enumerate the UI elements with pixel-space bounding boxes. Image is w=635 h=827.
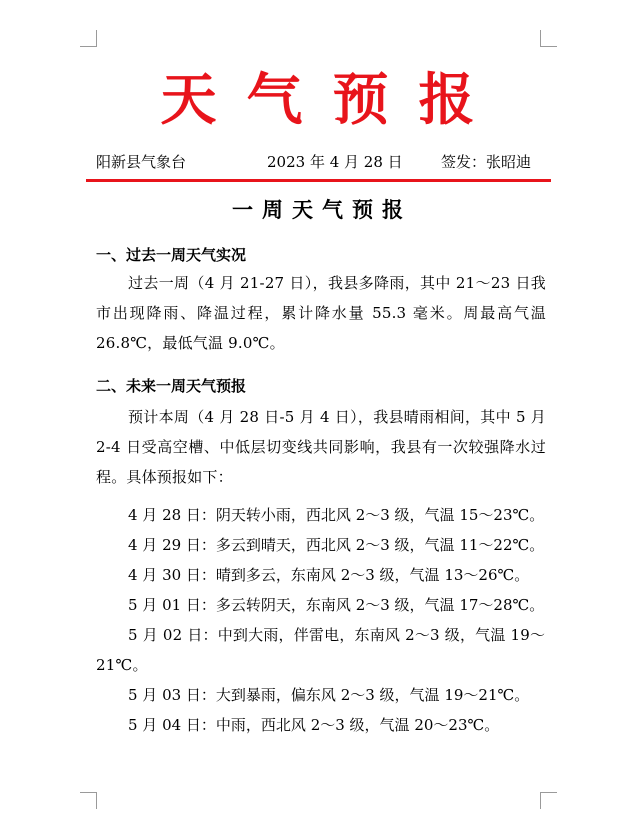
margin-mark-bottom-right (540, 792, 557, 809)
section-paragraph-past-week: 过去一周（4 月 21-27 日），我县多降雨，其中 21～23 日我市出现降雨、降温过程，累计降水量 55.3 毫米。周最高气温 26.8℃，最低气温 9.0℃。 (96, 274, 546, 352)
forecast-line: 4 月 28 日：阴天转小雨，西北风 2～3 级，气温 15～23℃。 (128, 506, 545, 524)
section-paragraph-next-week: 预计本周（4 月 28 日-5 月 4 日），我县晴雨相间，其中 5 月 2-4 日受高空槽、中低层切变线共同影响，我县有一次较强降水过程。具体预报如下： (96, 408, 546, 486)
margin-mark-bottom-left (80, 792, 97, 809)
forecast-line: 5 月 04 日：中雨，西北风 2～3 级，气温 20～23℃。 (128, 716, 500, 734)
margin-mark-top-left (80, 30, 97, 47)
forecast-line: 5 月 01 日：多云转阴天，东南风 2～3 级，气温 17～28℃。 (128, 596, 545, 614)
section-heading-next-week: 二、未来一周天气预报 (96, 377, 247, 395)
issuing-station: 阳新县气象台 (96, 153, 187, 171)
margin-mark-top-right (540, 30, 557, 47)
daily-forecast-list (96, 500, 546, 740)
issue-date: 2023 年 4 月 28 日 (267, 153, 403, 171)
forecast-line: 4 月 30 日：晴到多云，东南风 2～3 级，气温 13～26℃。 (128, 566, 530, 584)
section-heading-past-week: 一、过去一周天气实况 (96, 246, 247, 264)
document-title: 一周天气预报 (232, 197, 412, 222)
forecast-line: 4 月 29 日：多云到晴天，西北风 2～3 级，气温 11～22℃。 (128, 536, 545, 554)
masthead-title: 天气预报 (160, 68, 505, 133)
signer: 签发：张昭迪 (441, 153, 532, 171)
forecast-line-text: 5 月 02 日：中到大雨，伴雷电，东南风 2～3 级，气温 19～21℃。 (96, 626, 546, 674)
forecast-line (96, 620, 546, 680)
red-divider-rule (86, 179, 551, 182)
forecast-line: 5 月 03 日：大到暴雨，偏东风 2～3 级，气温 19～21℃。 (128, 686, 530, 704)
